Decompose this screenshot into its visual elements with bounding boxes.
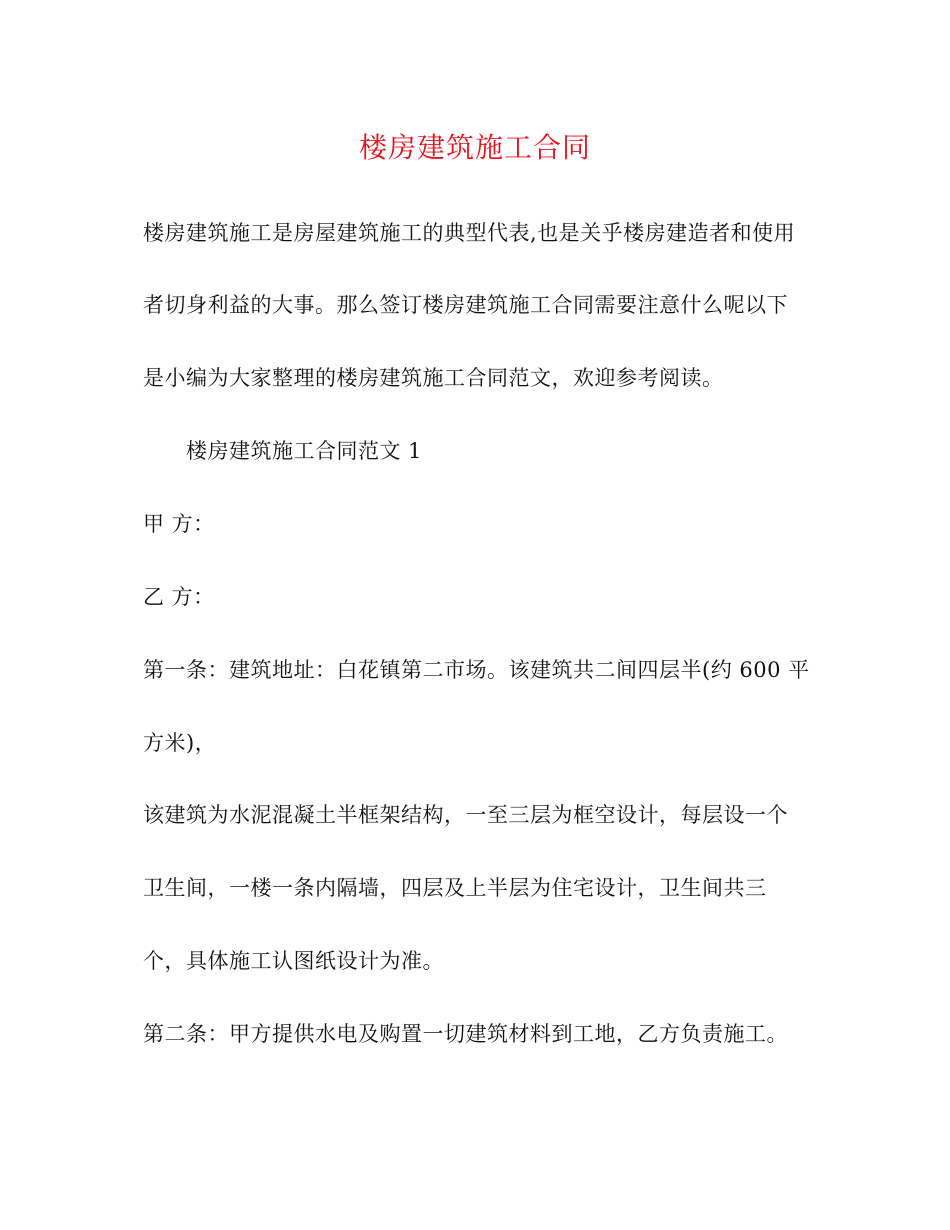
clause-1-line-3: 该建筑为水泥混凝土半框架结构，一至三层为框空设计，每层设一个 (143, 803, 788, 827)
clause-2-line-1: 第二条：甲方提供水电及购置一切建筑材料到工地，乙方负责施工。 (143, 1022, 788, 1046)
clause-1-line-5: 个，具体施工认图纸设计为准。 (143, 949, 444, 973)
intro-line-2: 者切身利益的大事。那么签订楼房建筑施工合同需要注意什么呢以下 (143, 293, 788, 317)
clause-1-line-1: 第一条：建筑地址：白花镇第二市场。该建筑共二间四层半(约 600 平 (143, 658, 810, 682)
clause-1-line-2: 方米)， (143, 731, 217, 755)
document-title: 楼房建筑施工合同 (358, 131, 591, 164)
clause-1-line-4: 卫生间，一楼一条内隔墙，四层及上半层为住宅设计，卫生间共三 (143, 876, 767, 900)
intro-line-1: 楼房建筑施工是房屋建筑施工的典型代表,也是关乎楼房建造者和使用 (143, 221, 796, 245)
party-a-line: 甲 方： (143, 512, 215, 536)
party-b-line: 乙 方： (143, 585, 215, 609)
intro-line-3: 是小编为大家整理的楼房建筑施工合同范文，欢迎参考阅读。 (143, 366, 724, 390)
section-heading: 楼房建筑施工合同范文 1 (186, 439, 423, 463)
